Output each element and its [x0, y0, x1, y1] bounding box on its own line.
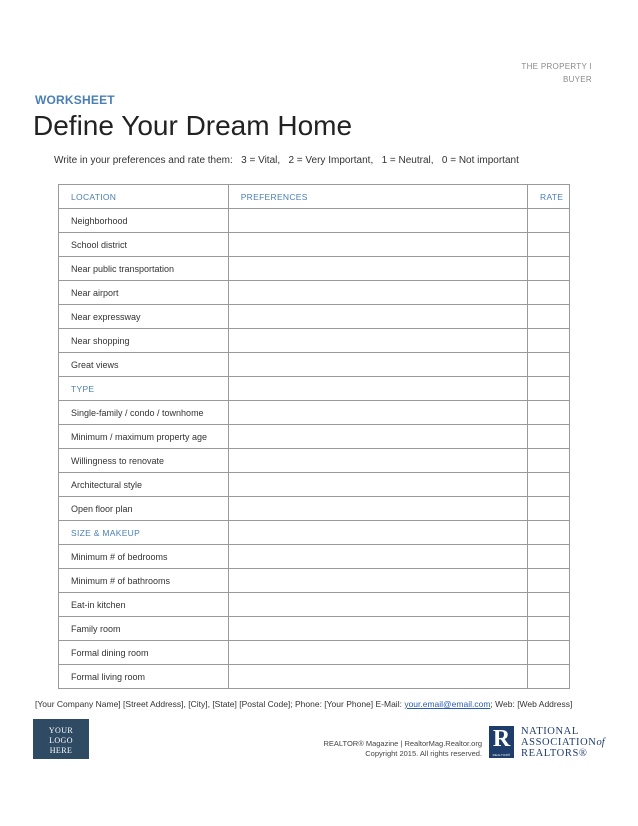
nar-line-2-main: ASSOCIATION	[521, 737, 597, 748]
rate-cell[interactable]	[528, 545, 570, 569]
criterion-label: School district	[59, 233, 229, 257]
rate-cell[interactable]	[528, 449, 570, 473]
preference-cell	[228, 377, 527, 401]
rate-cell[interactable]	[528, 209, 570, 233]
preference-cell[interactable]	[228, 497, 527, 521]
category-line-1: THE PROPERTY I	[521, 62, 592, 71]
table-row	[59, 281, 570, 305]
logo-line-1: YOUR	[48, 726, 74, 735]
preference-cell[interactable]	[228, 257, 527, 281]
table-row	[59, 473, 570, 497]
rate-cell[interactable]	[528, 665, 570, 689]
table-row	[59, 353, 570, 377]
rate-cell[interactable]	[528, 473, 570, 497]
criterion-label: Open floor plan	[59, 497, 229, 521]
criterion-label: Neighborhood	[59, 209, 229, 233]
criterion-label: Near expressway	[59, 305, 229, 329]
criterion-label: Family room	[59, 617, 229, 641]
table-row	[59, 425, 570, 449]
table-section-row	[59, 377, 570, 401]
table-body	[59, 209, 570, 689]
criterion-label: Near shopping	[59, 329, 229, 353]
section-heading: TYPE	[59, 377, 229, 401]
table-row	[59, 257, 570, 281]
preference-cell	[228, 521, 527, 545]
table-row	[59, 569, 570, 593]
table-row	[59, 209, 570, 233]
contact-suffix: ; Web: [Web Address]	[490, 699, 573, 709]
preference-cell[interactable]	[228, 593, 527, 617]
criterion-label: Architectural style	[59, 473, 229, 497]
table-row	[59, 641, 570, 665]
rate-cell[interactable]	[528, 257, 570, 281]
realtor-r-logo	[489, 726, 514, 758]
rate-cell[interactable]	[528, 305, 570, 329]
criterion-label: Formal dining room	[59, 641, 229, 665]
table-header-row	[59, 185, 570, 209]
copyright-line: Copyright 2015. All rights reserved.	[365, 749, 482, 758]
logo-line-2: LOGO	[49, 736, 73, 745]
preference-cell[interactable]	[228, 233, 527, 257]
preference-cell[interactable]	[228, 305, 527, 329]
rate-cell[interactable]	[528, 569, 570, 593]
criterion-label: Near public transportation	[59, 257, 229, 281]
table-row	[59, 497, 570, 521]
preference-cell[interactable]	[228, 545, 527, 569]
rate-cell[interactable]	[528, 281, 570, 305]
preference-cell[interactable]	[228, 569, 527, 593]
rate-cell[interactable]	[528, 641, 570, 665]
preference-cell[interactable]	[228, 641, 527, 665]
table-row	[59, 665, 570, 689]
page-title: Define Your Dream Home	[33, 110, 353, 141]
company-logo-placeholder	[33, 719, 89, 759]
criterion-label: Formal living room	[59, 665, 229, 689]
preference-cell[interactable]	[228, 329, 527, 353]
criterion-label: Near airport	[59, 281, 229, 305]
rate-cell[interactable]	[528, 329, 570, 353]
preference-cell[interactable]	[228, 473, 527, 497]
contact-line	[35, 699, 572, 709]
rate-cell[interactable]	[528, 425, 570, 449]
preference-cell[interactable]	[228, 209, 527, 233]
rating-instructions: Write in your preferences and rate them: 3 = Vital, 2 = Very Important, 1 = Neutral, 0 = Not important	[54, 155, 519, 166]
nar-line-3: REALTORS®	[521, 748, 588, 759]
magazine-line-1: REALTOR® Magazine | RealtorMag.Realtor.org	[323, 739, 482, 748]
table-row	[59, 329, 570, 353]
criterion-label: Great views	[59, 353, 229, 377]
preference-cell[interactable]	[228, 617, 527, 641]
realtor-r-subtext: REALTOR®	[492, 753, 511, 757]
magazine-credit	[323, 739, 482, 759]
table-row	[59, 449, 570, 473]
table-row	[59, 305, 570, 329]
preference-cell[interactable]	[228, 449, 527, 473]
email-link[interactable]: your.email@email.com	[404, 699, 491, 709]
table-row	[59, 545, 570, 569]
rate-cell[interactable]	[528, 617, 570, 641]
nar-line-2-of: of	[596, 737, 605, 748]
table-row	[59, 617, 570, 641]
rate-cell[interactable]	[528, 401, 570, 425]
rate-cell[interactable]	[528, 353, 570, 377]
nar-line-1: NATIONAL	[521, 726, 579, 737]
rate-cell[interactable]	[528, 593, 570, 617]
column-header-rate: RATE	[528, 185, 570, 209]
nar-line-2	[521, 737, 605, 748]
criterion-label: Willingness to renovate	[59, 449, 229, 473]
criterion-label: Minimum # of bedrooms	[59, 545, 229, 569]
table-row	[59, 401, 570, 425]
document-category	[521, 60, 592, 86]
table-row	[59, 593, 570, 617]
rate-cell[interactable]	[528, 497, 570, 521]
rate-cell[interactable]	[528, 233, 570, 257]
criterion-label: Minimum / maximum property age	[59, 425, 229, 449]
criterion-label: Single-family / condo / townhome	[59, 401, 229, 425]
realtor-r-letter: R	[492, 726, 511, 752]
column-header-preferences: PREFERENCES	[228, 185, 527, 209]
preference-cell[interactable]	[228, 425, 527, 449]
table-section-row	[59, 521, 570, 545]
section-heading: SIZE & MAKEUP	[59, 521, 229, 545]
criterion-label: Eat-in kitchen	[59, 593, 229, 617]
preference-cell[interactable]	[228, 353, 527, 377]
category-line-2: BUYER	[562, 75, 592, 84]
nar-wordmark	[521, 726, 605, 759]
contact-prefix: [Your Company Name] [Street Address], [City], [State] [Postal Code]; Phone: [Your Phone] E-Mail:	[35, 699, 405, 709]
worksheet-kicker: WORKSHEET	[35, 93, 115, 107]
column-header-location: LOCATION	[59, 185, 229, 209]
table-row	[59, 233, 570, 257]
preference-cell[interactable]	[228, 281, 527, 305]
criterion-label: Minimum # of bathrooms	[59, 569, 229, 593]
rate-cell	[528, 521, 570, 545]
preference-cell[interactable]	[228, 665, 527, 689]
preference-cell[interactable]	[228, 401, 527, 425]
rate-cell	[528, 377, 570, 401]
preferences-table	[58, 184, 570, 689]
logo-line-3: HERE	[49, 746, 73, 755]
